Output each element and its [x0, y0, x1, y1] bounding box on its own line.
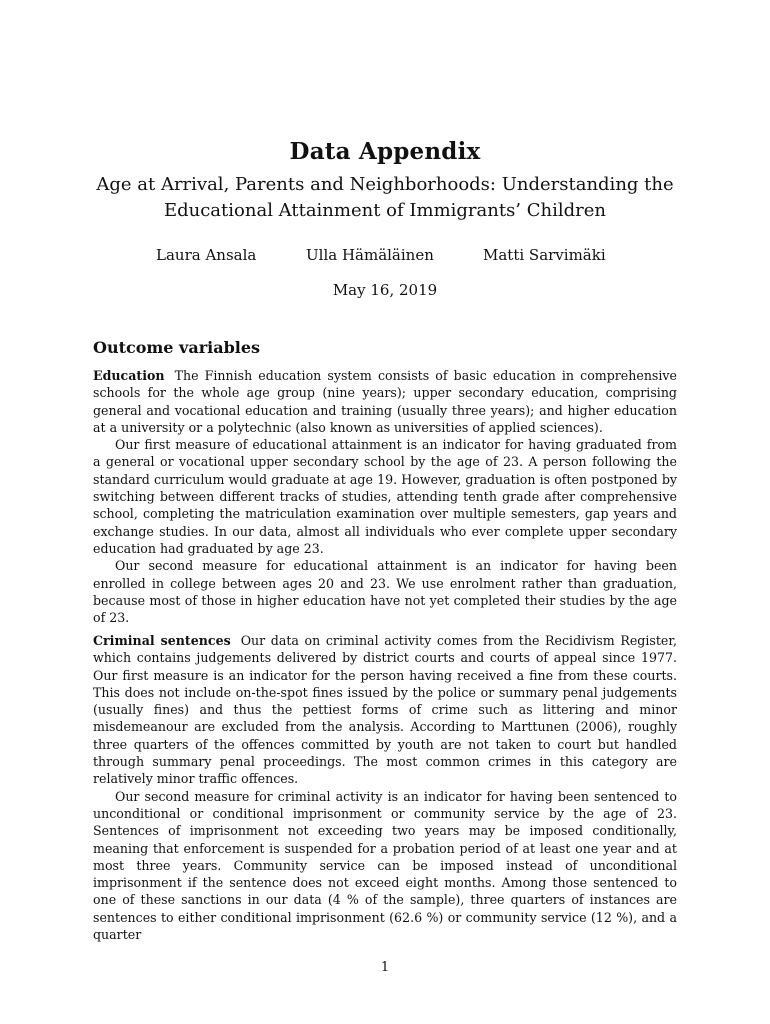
page-number: 1	[380, 960, 390, 975]
author-name: Ulla Hämäläinen	[306, 246, 434, 264]
paragraph-text: Our data on criminal activity comes from the Recidivism Register, which contains judgements delivered by district courts and courts of appeal since 1977. Our first measure is an indicator for the person having received a fine from these courts. This does not include on-the-spot fines issued by the police or summary penal judgements (usually fines) and thus the pettiest forms of crime such as littering and minor misdemeanour are excluded from the analysis. According to Marttunen (2006), roughly three quarters of the offences committed by youth are not taken to court but handled through summary penal proceedings. The most common crimes in this category are relatively minor traffic offences.	[93, 633, 677, 787]
paragraph: Our second measure for criminal activity is an indicator for having been sentenced to unconditional or conditional imprisonment or community service by the age of 23. Sentences of imprisonment not exceeding two years may be imposed conditionally, meaning that enforcement is suspended for a probation period of at least one year and at most three years. Community service can be imposed instead of unconditional imprisonment if the sentence does not exceed eight months. Among those sentenced to one of these sanctions in our data (4 % of the sample), three quarters of instances are sentences to either conditional imprisonment (62.6 %) or community service (12 %), and a quarter	[93, 788, 677, 943]
criminal-paragraphs	[93, 632, 677, 943]
publication-date: May 16, 2019	[332, 281, 438, 299]
section-heading: Outcome variables	[93, 338, 261, 357]
paragraph-text: The Finnish education system consists of basic education in comprehensive schools for the whole age group (nine years); upper secondary education, comprising general and vocational education and training (usually three years); and higher education at a university or a polytechnic (also known as universities of applied sciences).	[93, 368, 677, 435]
paragraph	[93, 632, 677, 788]
page-title: Data Appendix	[289, 138, 481, 165]
paper-subtitle: Age at Arrival, Parents and Neighborhoods: Understanding the Educational Attainment of Immigrants’ Children	[96, 174, 674, 221]
paragraph: Our second measure for educational attainment is an indicator for having been enrolled in college between ages 20 and 23. We use enrolment rather than graduation, because most of those in higher education have not yet completed their studies by the age of 23.	[93, 558, 677, 626]
education-paragraphs	[93, 367, 677, 626]
paragraph-title: Criminal sentences	[93, 633, 231, 648]
paragraph-title: Education	[93, 368, 165, 383]
paragraph: Our first measure of educational attainment is an indicator for having graduated from a general or vocational upper secondary school by the age of 23. A person following the standard curriculum would graduate at age 19. However, graduation is often postponed by switching between different tracks of studies, attending tenth grade after comprehensive school, completing the matriculation examination over multiple semesters, gap years and exchange studies. In our data, almost all individuals who ever complete upper secondary education had graduated by age 23.	[93, 437, 677, 556]
paragraph	[93, 367, 677, 436]
author-name: Matti Sarvimäki	[483, 246, 606, 264]
author-name: Laura Ansala	[156, 246, 257, 264]
